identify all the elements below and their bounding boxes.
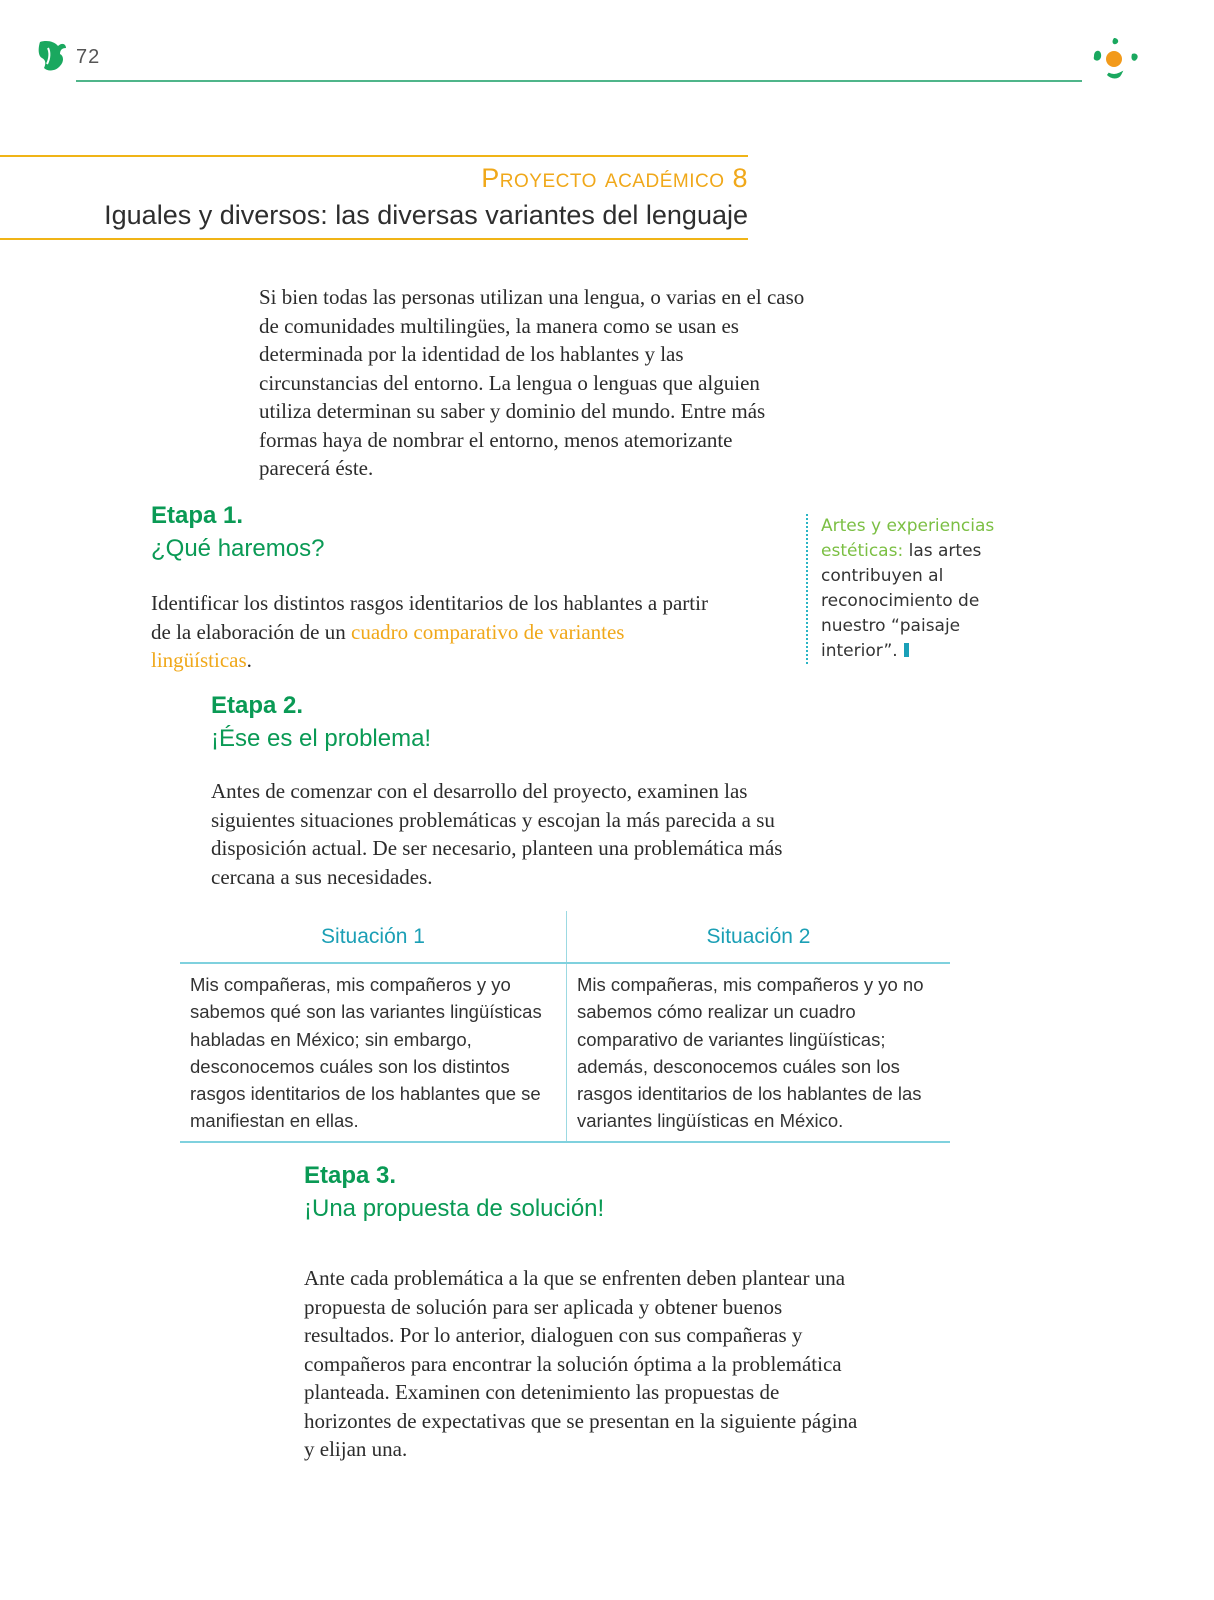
header-rule [76,80,1082,82]
sidebar-lead: Artes y experiencias estéticas: [821,516,995,561]
etapa-2-heading [211,690,431,756]
title-rule-top [0,155,748,157]
etapa-2-number: Etapa 2. [211,692,304,719]
etapa-1-text-after: . [246,648,252,672]
etapa-2-subtitle: ¡Ése es el problema! [211,725,432,752]
etapa-1-text-before: Identificar los distintos rasgos identitarios de los hablantes a partir de la elaboración de un [151,591,708,644]
sidebar-text: las artes contribuyen al reconocimiento de nuestro “paisaje interior”. [821,541,982,661]
etapa-1-heading [151,500,324,566]
colorful-flower-emblem-icon [1086,34,1142,84]
end-mark-icon [904,643,909,657]
etapa-1-paragraph [151,589,711,675]
title-rule-bottom [0,238,748,240]
etapa-1-highlight: cuadro comparativo de variantes lingüísticas [151,619,625,672]
intro-paragraph: Si bien todas las personas utilizan una lengua, o varias en el caso de comunidades multilingües, la manera como se usan es determinada por la identidad de los hablantes y las circunstancias del entorno. La lengua o lenguas que alguien utiliza determinan su saber y dominio del mundo. Entre más formas haya de nombrar el entorno, menos atemorizante parecerá éste. [259,285,805,480]
project-title: Iguales y diversos: las diversas variantes del lenguaje [104,200,748,230]
situations-header-row [180,911,950,964]
situations-body-row [180,964,950,1143]
situation-1-header: Situación 1 [180,911,567,962]
sidebar-note [806,514,1036,664]
etapa-3-paragraph: Ante cada problemática a la que se enfrenten deben plantear una propuesta de solución para ser aplicada y obtener buenos resultados. Por lo anterior, dialoguen con sus compañeras y compañeros para encontrar la solución óptima a la problemática planteada. Examinen con detenimiento las propuestas de horizontes de expectativas que se presentan en la siguiente página y elijan una. [304,1266,858,1461]
etapa-3-subtitle: ¡Una propuesta de solución! [304,1195,605,1222]
situations-table [180,911,950,1143]
green-leaf-logo-icon [36,38,68,74]
etapa-3-number: Etapa 3. [304,1162,397,1189]
etapa-1-subtitle: ¿Qué haremos? [151,535,325,562]
project-label: Proyecto académico 8 [481,163,748,193]
situation-1-text: Mis compañeras, mis compañeros y yo sabemos qué son las variantes lingüísticas habladas en México; sin embargo, desconocemos cuáles son los distintos rasgos identitarios de los hablantes que se manifiestan en ellas. [180,964,567,1141]
situation-2-header: Situación 2 [706,924,811,948]
etapa-3-heading [304,1160,604,1226]
page-number: 72 [76,46,101,68]
etapa-1-number: Etapa 1. [151,502,244,529]
etapa-2-paragraph: Antes de comenzar con el desarrollo del proyecto, examinen las siguientes situaciones problemáticas y escojan la más parecida a su disposición actual. De ser necesario, planteen una problemática más cercana a sus necesidades. [211,779,783,889]
situation-2-text: Mis compañeras, mis compañeros y yo no sabemos cómo realizar un cuadro comparativo de variantes lingüísticas; además, desconocemos cuáles son los rasgos identitarios de los hablantes de las variantes lingüísticas en México. [577,974,924,1132]
